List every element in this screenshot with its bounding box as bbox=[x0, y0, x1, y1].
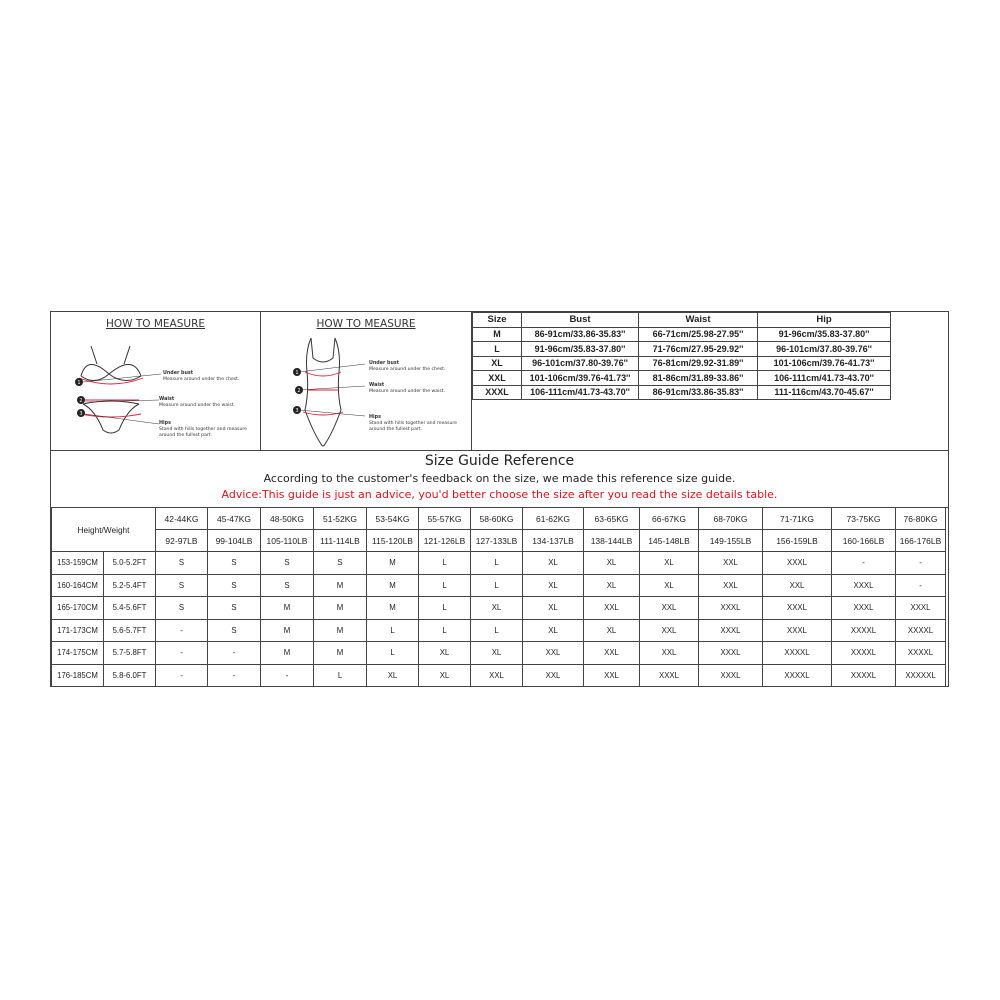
weight-kg-cell: 71-71KG bbox=[763, 508, 832, 530]
hip-cell: 91-96cm/35.83-37.80'' bbox=[758, 327, 891, 342]
under-bust-desc: Measure around under the chest. bbox=[163, 377, 240, 382]
weight-kg-cell: 45-47KG bbox=[208, 508, 261, 530]
size-cell: XL bbox=[584, 574, 640, 597]
weight-lb-cell: 156-159LB bbox=[763, 530, 832, 552]
weight-lb-cell: 121-126LB bbox=[419, 530, 471, 552]
size-cell: XL bbox=[473, 356, 522, 371]
size-cell: XL bbox=[523, 619, 584, 642]
weight-kg-cell: 53-54KG bbox=[367, 508, 419, 530]
size-cell: S bbox=[314, 552, 367, 575]
size-cell: M bbox=[261, 597, 314, 620]
size-cell: L bbox=[419, 597, 471, 620]
waist-desc: Measure around under the waist. bbox=[159, 403, 236, 408]
table-row bbox=[52, 664, 946, 687]
height-cm-cell: 165-170CM bbox=[52, 597, 104, 620]
size-cell: XL bbox=[419, 664, 471, 687]
size-cell: S bbox=[208, 619, 261, 642]
height-weight-table bbox=[51, 507, 946, 687]
waist-cell: 86-91cm/33.86-35.83'' bbox=[639, 385, 758, 400]
table-row bbox=[52, 642, 946, 665]
table-row bbox=[473, 356, 891, 371]
weight-lb-cell: 145-148LB bbox=[640, 530, 699, 552]
table-row bbox=[52, 619, 946, 642]
measure-band bbox=[51, 312, 948, 451]
height-cm-cell: 174-175CM bbox=[52, 642, 104, 665]
size-cell: - bbox=[156, 664, 208, 687]
size-cell: XXXXXL bbox=[896, 664, 946, 687]
size-cell: - bbox=[156, 619, 208, 642]
height-cm-cell: 153-159CM bbox=[52, 552, 104, 575]
size-cell: XXXXL bbox=[832, 664, 896, 687]
size-cell: XXL bbox=[640, 619, 699, 642]
header-hip: Hip bbox=[758, 313, 891, 328]
weight-kg-cell: 63-65KG bbox=[584, 508, 640, 530]
hips-desc-2: around the fullest part. bbox=[369, 427, 423, 432]
waist-desc: Measure around under the waist. bbox=[369, 389, 446, 394]
height-cm-cell: 176-185CM bbox=[52, 664, 104, 687]
bust-cell: 86-91cm/33.86-35.83'' bbox=[522, 327, 639, 342]
size-cell: XXXXL bbox=[896, 642, 946, 665]
size-cell: - bbox=[832, 552, 896, 575]
header-size: Size bbox=[473, 313, 522, 328]
weight-kg-cell: 76-80KG bbox=[896, 508, 946, 530]
size-cell: S bbox=[156, 574, 208, 597]
height-ft-cell: 5.7-5.8FT bbox=[104, 642, 156, 665]
height-ft-cell: 5.2-5.4FT bbox=[104, 574, 156, 597]
size-cell: M bbox=[367, 552, 419, 575]
size-cell: XXXXL bbox=[832, 619, 896, 642]
waist-label: Waist bbox=[369, 383, 385, 388]
size-cell: XL bbox=[471, 642, 523, 665]
size-cell: L bbox=[367, 642, 419, 665]
size-cell: M bbox=[367, 574, 419, 597]
table-row bbox=[473, 342, 891, 357]
size-cell: L bbox=[473, 342, 522, 357]
hips-desc: Stand with hills together and measure bbox=[159, 427, 247, 432]
size-cell: S bbox=[156, 552, 208, 575]
under-bust-label: Under bust bbox=[369, 361, 400, 366]
size-cell: XL bbox=[367, 664, 419, 687]
table-row bbox=[52, 574, 946, 597]
numbered-markers bbox=[293, 368, 303, 414]
size-cell: M bbox=[261, 619, 314, 642]
reference-subtitle: According to the customer's feedback on the size, we made this reference size guide. bbox=[263, 472, 736, 485]
size-cell: M bbox=[261, 642, 314, 665]
svg-text:1: 1 bbox=[77, 380, 81, 386]
hip-cell: 106-111cm/41.73-43.70'' bbox=[758, 371, 891, 386]
size-cell: - bbox=[156, 642, 208, 665]
size-cell: XXXXL bbox=[896, 619, 946, 642]
weight-lb-cell: 134-137LB bbox=[523, 530, 584, 552]
weight-lb-cell: 99-104LB bbox=[208, 530, 261, 552]
height-ft-cell: 5.8-6.0FT bbox=[104, 664, 156, 687]
weight-kg-cell: 42-44KG bbox=[156, 508, 208, 530]
size-cell: XXL bbox=[584, 664, 640, 687]
hip-cell: 111-116cm/43.70-45.67'' bbox=[758, 385, 891, 400]
size-cell: S bbox=[208, 552, 261, 575]
size-cell: - bbox=[208, 664, 261, 687]
size-cell: L bbox=[419, 619, 471, 642]
size-cell: XXL bbox=[763, 574, 832, 597]
size-cell: M bbox=[314, 642, 367, 665]
weight-lb-cell: 111-114LB bbox=[314, 530, 367, 552]
hip-cell: 96-101cm/37.80-39.76'' bbox=[758, 342, 891, 357]
size-cell: XXXXL bbox=[763, 642, 832, 665]
size-cell: XXXL bbox=[699, 597, 763, 620]
header-bust: Bust bbox=[522, 313, 639, 328]
size-cell: XL bbox=[584, 552, 640, 575]
size-cell: L bbox=[471, 574, 523, 597]
measure-panel-one-piece bbox=[261, 312, 472, 450]
waist-cell: 76-81cm/29.92-31.89'' bbox=[639, 356, 758, 371]
size-cell: - bbox=[261, 664, 314, 687]
size-cell: XXXL bbox=[699, 642, 763, 665]
hips-desc: Stand with hills together and measure bbox=[369, 421, 457, 426]
height-cm-cell: 160-164CM bbox=[52, 574, 104, 597]
bust-cell: 91-96cm/35.83-37.80'' bbox=[522, 342, 639, 357]
lb-header-row bbox=[52, 530, 946, 552]
size-cell: L bbox=[471, 619, 523, 642]
size-cell: XXXL bbox=[763, 552, 832, 575]
weight-lb-cell: 92-97LB bbox=[156, 530, 208, 552]
size-guide bbox=[50, 311, 949, 687]
size-cell: XXL bbox=[699, 574, 763, 597]
size-cell: L bbox=[419, 552, 471, 575]
svg-text:3: 3 bbox=[79, 411, 83, 417]
svg-text:2: 2 bbox=[297, 388, 301, 394]
size-cell: S bbox=[261, 552, 314, 575]
hips-label: Hips bbox=[369, 415, 381, 420]
measure-panel-bikini bbox=[51, 312, 261, 450]
waist-cell: 81-86cm/31.89-33.86'' bbox=[639, 371, 758, 386]
size-cell: XL bbox=[640, 574, 699, 597]
size-measurement-table bbox=[472, 312, 891, 400]
waist-label: Waist bbox=[159, 397, 175, 402]
size-cell: XL bbox=[584, 619, 640, 642]
size-cell: M bbox=[314, 619, 367, 642]
size-cell: M bbox=[367, 597, 419, 620]
bust-cell: 101-106cm/39.76-41.73'' bbox=[522, 371, 639, 386]
under-bust-desc: Measure around under the chest. bbox=[369, 367, 446, 372]
height-ft-cell: 5.4-5.6FT bbox=[104, 597, 156, 620]
size-cell: - bbox=[896, 552, 946, 575]
size-cell: XXXXL bbox=[832, 642, 896, 665]
table-row bbox=[52, 552, 946, 575]
svg-text:3: 3 bbox=[295, 408, 299, 414]
reference-advice: Advice:This guide is just an advice, you'd better choose the size after you read the size details table. bbox=[221, 488, 778, 501]
weight-kg-cell: 73-75KG bbox=[832, 508, 896, 530]
size-cell: XL bbox=[523, 574, 584, 597]
size-cell: XL bbox=[523, 597, 584, 620]
size-cell: XXXL bbox=[640, 664, 699, 687]
table-row bbox=[473, 371, 891, 386]
weight-kg-cell: 55-57KG bbox=[419, 508, 471, 530]
size-cell: XXL bbox=[471, 664, 523, 687]
kg-header-row bbox=[52, 508, 946, 530]
weight-kg-cell: 61-62KG bbox=[523, 508, 584, 530]
size-cell: XXL bbox=[584, 597, 640, 620]
size-cell: XXL bbox=[640, 642, 699, 665]
bikini-illustration bbox=[51, 332, 261, 450]
bust-cell: 96-101cm/37.80-39.76'' bbox=[522, 356, 639, 371]
table-row bbox=[473, 327, 891, 342]
size-cell: XXXL bbox=[832, 574, 896, 597]
size-cell: XXXL bbox=[699, 664, 763, 687]
header-waist: Waist bbox=[639, 313, 758, 328]
weight-kg-cell: 51-52KG bbox=[314, 508, 367, 530]
size-cell: L bbox=[367, 619, 419, 642]
weight-lb-cell: 149-155LB bbox=[699, 530, 763, 552]
size-cell: XXL bbox=[584, 642, 640, 665]
weight-kg-cell: 58-60KG bbox=[471, 508, 523, 530]
size-cell: XXXL bbox=[699, 619, 763, 642]
size-cell: S bbox=[208, 597, 261, 620]
size-cell: XL bbox=[471, 597, 523, 620]
panel-title: HOW TO MEASURE bbox=[316, 318, 416, 330]
hips-desc-2: around the fullest part. bbox=[159, 433, 213, 438]
size-cell: M bbox=[473, 327, 522, 342]
size-cell: - bbox=[896, 574, 946, 597]
size-cell: S bbox=[156, 597, 208, 620]
table-row bbox=[52, 597, 946, 620]
weight-lb-cell: 105-110LB bbox=[261, 530, 314, 552]
weight-lb-cell: 166-176LB bbox=[896, 530, 946, 552]
height-cm-cell: 171-173CM bbox=[52, 619, 104, 642]
size-cell: M bbox=[314, 574, 367, 597]
size-cell: M bbox=[314, 597, 367, 620]
waist-cell: 66-71cm/25.98-27.95'' bbox=[639, 327, 758, 342]
size-cell: XXL bbox=[473, 371, 522, 386]
table-row bbox=[473, 385, 891, 400]
hips-label: Hips bbox=[159, 421, 171, 426]
size-cell: XXL bbox=[523, 664, 584, 687]
weight-kg-cell: 68-70KG bbox=[699, 508, 763, 530]
size-cell: S bbox=[208, 574, 261, 597]
size-cell: L bbox=[314, 664, 367, 687]
size-cell: L bbox=[419, 574, 471, 597]
svg-text:1: 1 bbox=[295, 370, 299, 376]
waist-cell: 71-76cm/27.95-29.92'' bbox=[639, 342, 758, 357]
weight-lb-cell: 115-120LB bbox=[367, 530, 419, 552]
panel-title: HOW TO MEASURE bbox=[105, 318, 206, 330]
numbered-markers bbox=[75, 378, 85, 417]
size-cell: XXL bbox=[640, 597, 699, 620]
size-cell: XL bbox=[419, 642, 471, 665]
weight-lb-cell: 138-144LB bbox=[584, 530, 640, 552]
size-cell: XXXXL bbox=[763, 664, 832, 687]
size-cell: XL bbox=[640, 552, 699, 575]
size-cell: L bbox=[471, 552, 523, 575]
size-cell: XXXL bbox=[832, 597, 896, 620]
weight-kg-cell: 48-50KG bbox=[261, 508, 314, 530]
one-piece-illustration bbox=[261, 332, 472, 450]
weight-lb-cell: 160-166LB bbox=[832, 530, 896, 552]
size-cell: XXL bbox=[523, 642, 584, 665]
svg-text:2: 2 bbox=[79, 398, 83, 404]
height-weight-corner: Height/Weight bbox=[52, 508, 156, 552]
size-cell: XL bbox=[523, 552, 584, 575]
size-cell: XXL bbox=[699, 552, 763, 575]
height-ft-cell: 5.0-5.2FT bbox=[104, 552, 156, 575]
table-header-row bbox=[473, 313, 891, 328]
height-ft-cell: 5.6-5.7FT bbox=[104, 619, 156, 642]
reference-title: Size Guide Reference bbox=[424, 453, 575, 469]
size-cell: XXXL bbox=[896, 597, 946, 620]
weight-kg-cell: 66-67KG bbox=[640, 508, 699, 530]
size-cell: - bbox=[208, 642, 261, 665]
weight-lb-cell: 127-133LB bbox=[471, 530, 523, 552]
hip-cell: 101-106cm/39.76-41.73'' bbox=[758, 356, 891, 371]
size-cell: XXXL bbox=[763, 619, 832, 642]
bust-cell: 106-111cm/41.73-43.70'' bbox=[522, 385, 639, 400]
under-bust-label: Under bust bbox=[163, 371, 194, 376]
size-cell: XXXL bbox=[763, 597, 832, 620]
size-cell: XXXL bbox=[473, 385, 522, 400]
reference-header bbox=[51, 450, 948, 508]
size-cell: S bbox=[261, 574, 314, 597]
